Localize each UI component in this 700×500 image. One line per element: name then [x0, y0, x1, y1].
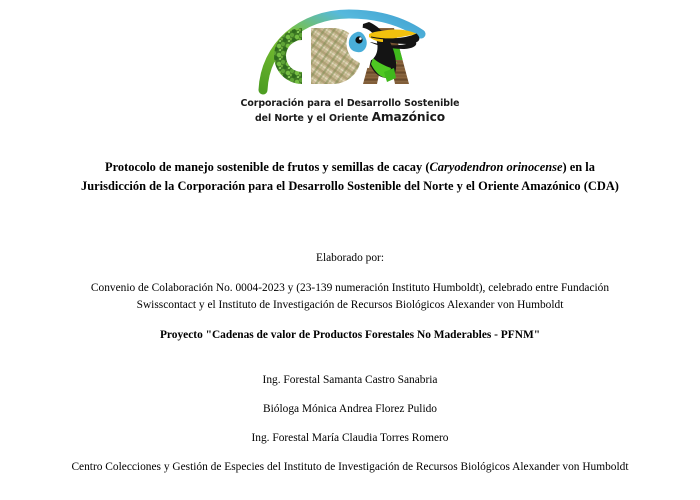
convenio-text: Convenio de Colaboración No. 0004-2023 y (23-139 numeración Instituto Humboldt), celebrado entre Fundación Swisscontact y el Instituto de Investigación de Recursos Biológicos Alexander von Humboldt [90, 282, 610, 312]
author-name: Ing. Forestal Samanta Castro Sanabria [262, 374, 438, 386]
logo-tagline-prefix: del Norte y el Oriente [255, 112, 372, 124]
logo-tagline-line2 [241, 110, 460, 125]
page-title [74, 158, 626, 196]
logo-tagline-emphasis: Amazónico [371, 109, 445, 124]
logo-letter-c [273, 24, 313, 88]
logo-tagline [241, 99, 460, 125]
toucan-icon [346, 22, 419, 82]
author-name: Ing. Forestal María Claudia Torres Romero [251, 432, 449, 444]
title-species-name: Caryodendron orinocense [429, 160, 563, 174]
title-part-1: Protocolo de manejo sostenible de frutos y semillas de cacay ( [105, 160, 430, 174]
author-name: Bióloga Mónica Andrea Florez Pulido [263, 403, 437, 415]
logo-tagline-line1: Corporación para el Desarrollo Sostenible [240, 98, 460, 109]
project-name: Proyecto "Cadenas de valor de Productos Forestales No Maderables - PFNM" [159, 329, 541, 341]
elaborado-label: Elaborado por: [315, 252, 384, 264]
institution-text: Centro Colecciones y Gestión de Especies del Instituto de Investigación de Recursos Biológicos Alexander von Humboldt [71, 461, 629, 473]
cda-logo-mark [245, 6, 455, 98]
cda-logo [0, 6, 700, 125]
title-part-2: ) en la Jurisdicción de la Corporación para el Desarrollo Sostenible del Norte y el Oriente Amazónico (CDA) [81, 160, 619, 194]
